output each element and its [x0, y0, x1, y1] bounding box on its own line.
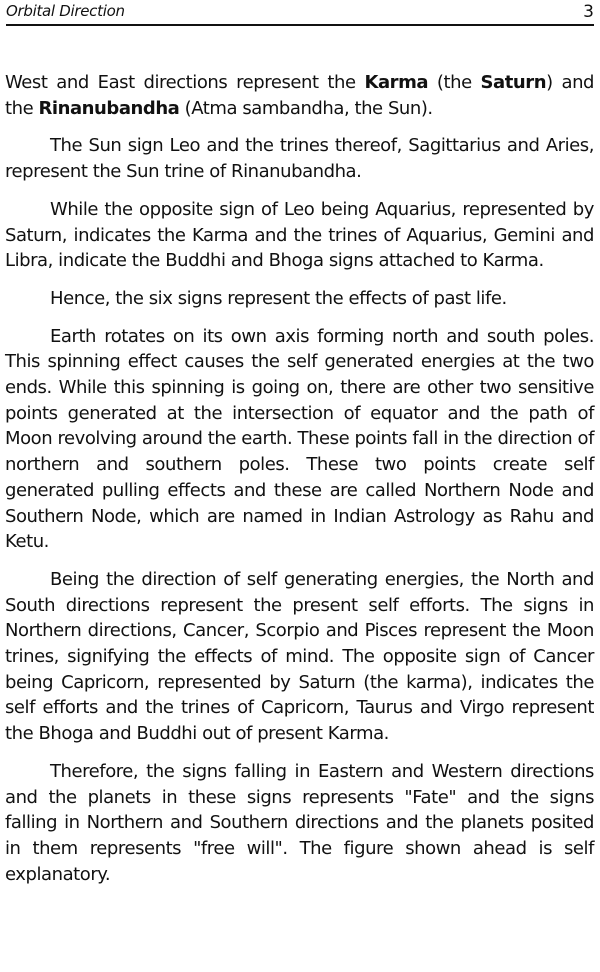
- term-rinanubandha: Rinanubandha: [38, 97, 180, 119]
- paragraph-6: Being the direction of self generating energies, the North and South directions represent the present self efforts. The signs in Northern directions, Cancer, Scorpio and Pisces represent the Moon trines, signifying the effects of mind. The opposite sign of Cancer being Capricorn, represented by Saturn (the karma), indicates the self efforts and the trines of Capricorn, Taurus and Virgo represent the Bhoga and Buddhi out of present Karma.: [5, 568, 594, 745]
- paragraph-3: While the opposite sign of Leo being Aquarius, represented by Saturn, indicates the Karma and the trines of Aquarius, Gemini and Libra, indicate the Buddhi and Bhoga signs attached to Karma.: [5, 198, 594, 272]
- paragraph-1-text-a: West and East directions represent the: [5, 72, 365, 93]
- paragraph-1-text-e: ) and the: [5, 72, 595, 119]
- paragraph-4: Hence, the six signs represent the effects of past life.: [50, 287, 507, 309]
- paragraph-1-text-g: (Atma sambandha, the Sun).: [179, 97, 433, 119]
- paragraph-5: Earth rotates on its own axis forming north and south poles. This spinning effect causes the self generated energies at the two ends. While this spinning is going on, there are other two sensitive points generated at the intersection of equator and the path of Moon revolving around the earth. These points fall in the direction of northern and southern poles. These two points create self generated pulling effects and these are called Northern Node and Southern Node, which are named in Indian Astrology as Rahu and Ketu.: [5, 325, 594, 553]
- term-karma: Karma: [364, 72, 429, 93]
- chapter-title: Orbital Direction: [6, 2, 125, 20]
- paragraph-1: [5, 70, 594, 121]
- paragraph-1-text-c: (the: [428, 72, 481, 93]
- page-number: 3: [583, 2, 594, 22]
- paragraph-2: The Sun sign Leo and the trines thereof, Sagittarius and Aries, represent the Sun trine of Rinanubandha.: [5, 135, 594, 183]
- paragraph-7: Therefore, the signs falling in Eastern and Western directions and the planets in these signs represents "Fate" and the signs falling in Northern and Southern directions and the planets posited in them represents "free will". The figure shown ahead is self explanatory.: [5, 760, 594, 885]
- body-text: [5, 70, 594, 899]
- term-saturn: Saturn: [480, 72, 547, 93]
- running-header: [6, 0, 594, 26]
